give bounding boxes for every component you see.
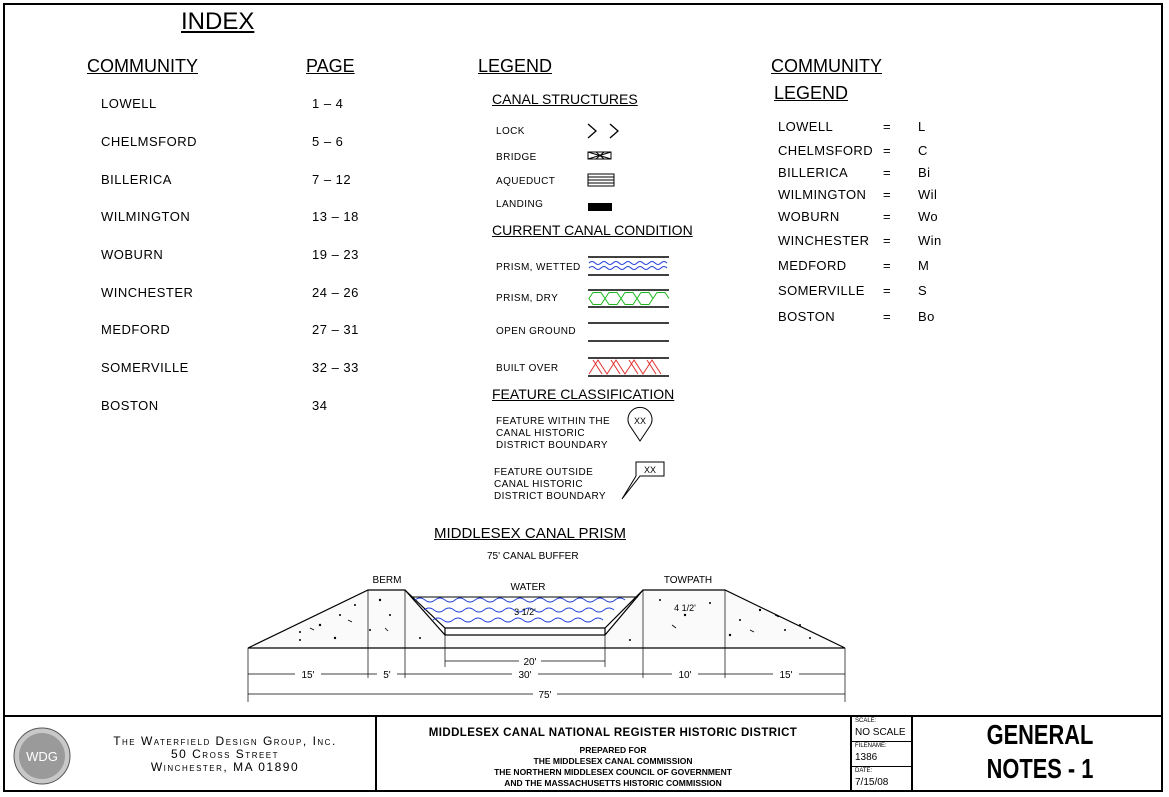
index-community: WOBURN bbox=[101, 247, 164, 262]
index-page: 27 – 31 bbox=[312, 322, 359, 337]
feature-classification-heading: FEATURE CLASSIFICATION bbox=[492, 386, 675, 402]
client-line: AND THE MASSACHUSETTS HISTORIC COMMISSION bbox=[504, 778, 722, 788]
depth-label-2: 4 1/2' bbox=[674, 603, 696, 613]
cl-name: WINCHESTER bbox=[778, 233, 870, 248]
cl-eq: = bbox=[883, 209, 891, 224]
legend-aqueduct-label: AQUEDUCT bbox=[496, 176, 556, 187]
index-page: 19 – 23 bbox=[312, 247, 359, 262]
cl-abbr: S bbox=[918, 283, 928, 298]
title-block-top-line bbox=[3, 715, 1163, 717]
filename-label: FILENAME: bbox=[855, 743, 887, 749]
cl-eq: = bbox=[883, 258, 891, 273]
index-community: SOMERVILLE bbox=[101, 360, 189, 375]
index-community: BOSTON bbox=[101, 398, 159, 413]
dim-30: 30' bbox=[518, 670, 532, 681]
index-title: INDEX bbox=[181, 8, 255, 35]
dim-15-left: 15' bbox=[301, 670, 315, 681]
condition-built-label: BUILT OVER bbox=[496, 363, 559, 374]
towpath-label: TOWPATH bbox=[663, 575, 713, 586]
condition-dry-label: PRISM, DRY bbox=[496, 293, 559, 304]
feature-markers bbox=[616, 404, 672, 504]
index-community: WILMINGTON bbox=[101, 209, 191, 224]
feature-outside-line: DISTRICT BOUNDARY bbox=[494, 491, 607, 502]
index-community-heading: COMMUNITY bbox=[87, 56, 198, 76]
cl-name: BILLERICA bbox=[778, 165, 849, 180]
cl-eq: = bbox=[883, 309, 891, 324]
aqueduct-icon bbox=[588, 174, 614, 186]
prepared-for: PREPARED FOR bbox=[579, 745, 647, 755]
legend-lock-label: LOCK bbox=[496, 126, 525, 137]
cl-eq: = bbox=[883, 283, 891, 298]
project-title: MIDDLESEX CANAL NATIONAL REGISTER HISTORIC DISTRICT bbox=[428, 727, 798, 739]
feature-within-line: CANAL HISTORIC bbox=[496, 428, 585, 439]
cl-eq: = bbox=[883, 165, 891, 180]
feature-within-line: DISTRICT BOUNDARY bbox=[496, 440, 609, 451]
index-page: 24 – 26 bbox=[312, 285, 359, 300]
prism-title: MIDDLESEX CANAL PRISM bbox=[434, 525, 626, 542]
sheet-title-line-2: NOTES - 1 bbox=[986, 753, 1094, 784]
dim-5: 5' bbox=[383, 670, 391, 681]
client-line: THE NORTHERN MIDDLESEX COUNCIL OF GOVERNMENT bbox=[494, 767, 732, 777]
cl-abbr: Wo bbox=[918, 209, 939, 224]
dry-swatch bbox=[588, 290, 669, 307]
legend-bridge-label: BRIDGE bbox=[496, 152, 537, 163]
index-page: 5 – 6 bbox=[312, 134, 344, 149]
condition-symbols bbox=[585, 252, 673, 382]
index-community: BILLERICA bbox=[101, 172, 172, 187]
index-community: WINCHESTER bbox=[101, 285, 194, 300]
dim-75-total: 75' bbox=[538, 690, 552, 701]
index-page: 32 – 33 bbox=[312, 360, 359, 375]
client-line: THE MIDDLESEX CANAL COMMISSION bbox=[533, 756, 693, 766]
legend-heading: LEGEND bbox=[478, 56, 553, 76]
index-page: 13 – 18 bbox=[312, 209, 359, 224]
berm-label: BERM bbox=[372, 575, 402, 586]
cl-eq: = bbox=[883, 143, 891, 158]
water-label: WATER bbox=[510, 582, 546, 593]
title-block-divider bbox=[850, 716, 852, 792]
cl-abbr: Win bbox=[918, 233, 942, 248]
scale-label: SCALE: bbox=[855, 718, 877, 724]
cl-name: MEDFORD bbox=[778, 258, 847, 273]
cl-name: WOBURN bbox=[778, 209, 840, 224]
pin-marker-text: XX bbox=[633, 416, 647, 426]
bridge-icon bbox=[588, 152, 611, 159]
firm-name: The Waterfield Design Group, Inc. bbox=[113, 734, 337, 748]
logo-text: WDG bbox=[26, 749, 58, 764]
index-community: LOWELL bbox=[101, 96, 157, 111]
open-swatch bbox=[588, 323, 669, 341]
scale-value: NO SCALE bbox=[855, 727, 906, 738]
cl-abbr: M bbox=[918, 258, 930, 273]
feature-outside-line: FEATURE OUTSIDE bbox=[494, 467, 594, 478]
cl-eq: = bbox=[883, 233, 891, 248]
dim-15-right: 15' bbox=[779, 670, 793, 681]
flag-marker-text: XX bbox=[643, 465, 657, 475]
title-block-divider bbox=[375, 716, 377, 792]
firm-city: Winchester, MA 01890 bbox=[150, 760, 300, 774]
landing-icon bbox=[588, 203, 612, 211]
prism-subtitle: 75' CANAL BUFFER bbox=[487, 551, 579, 562]
cl-eq: = bbox=[883, 119, 891, 134]
cl-abbr: Bi bbox=[918, 165, 931, 180]
dim-bottom-20: 20' bbox=[523, 657, 537, 668]
index-page-heading: PAGE bbox=[306, 56, 355, 76]
structure-symbols bbox=[580, 118, 630, 218]
dim-10: 10' bbox=[678, 670, 692, 681]
feature-within-line: FEATURE WITHIN THE bbox=[496, 416, 611, 427]
index-page: 7 – 12 bbox=[312, 172, 352, 187]
title-block-divider bbox=[851, 741, 912, 742]
depth-label-1: 3 1/2' bbox=[514, 607, 536, 617]
date-label: DATE: bbox=[855, 768, 873, 774]
cl-name: WILMINGTON bbox=[778, 187, 867, 202]
title-block-divider bbox=[911, 716, 913, 792]
canal-structures-heading: CANAL STRUCTURES bbox=[492, 91, 638, 107]
condition-wetted-label: PRISM, WETTED bbox=[496, 262, 581, 273]
title-block-divider bbox=[851, 766, 912, 767]
current-condition-heading: CURRENT CANAL CONDITION bbox=[492, 222, 693, 238]
index-community: MEDFORD bbox=[101, 322, 171, 337]
sheet-title-line-1: GENERAL bbox=[986, 719, 1094, 750]
canal-prism-section bbox=[240, 570, 860, 705]
legend-landing-label: LANDING bbox=[496, 199, 544, 210]
filename-value: 1386 bbox=[855, 752, 878, 763]
cl-name: BOSTON bbox=[778, 309, 836, 324]
index-page: 34 bbox=[312, 398, 328, 413]
cl-abbr: L bbox=[918, 119, 926, 134]
community-legend-heading-2: LEGEND bbox=[774, 83, 849, 103]
cl-name: SOMERVILLE bbox=[778, 283, 865, 298]
built-swatch bbox=[588, 358, 669, 376]
date-value: 7/15/08 bbox=[855, 777, 889, 788]
condition-open-label: OPEN GROUND bbox=[496, 326, 576, 337]
community-legend-heading-1: COMMUNITY bbox=[771, 56, 882, 76]
cl-abbr: Wil bbox=[918, 187, 938, 202]
index-page: 1 – 4 bbox=[312, 96, 344, 111]
cl-name: CHELMSFORD bbox=[778, 143, 874, 158]
wdg-logo bbox=[12, 726, 72, 786]
cl-abbr: C bbox=[918, 143, 928, 158]
firm-street: 50 Cross Street bbox=[170, 747, 280, 761]
cl-abbr: Bo bbox=[918, 309, 935, 324]
feature-outside-line: CANAL HISTORIC bbox=[494, 479, 583, 490]
wetted-swatch bbox=[588, 257, 669, 275]
cl-name: LOWELL bbox=[778, 119, 834, 134]
cl-eq: = bbox=[883, 187, 891, 202]
index-community: CHELMSFORD bbox=[101, 134, 198, 149]
lock-icon bbox=[588, 124, 618, 138]
